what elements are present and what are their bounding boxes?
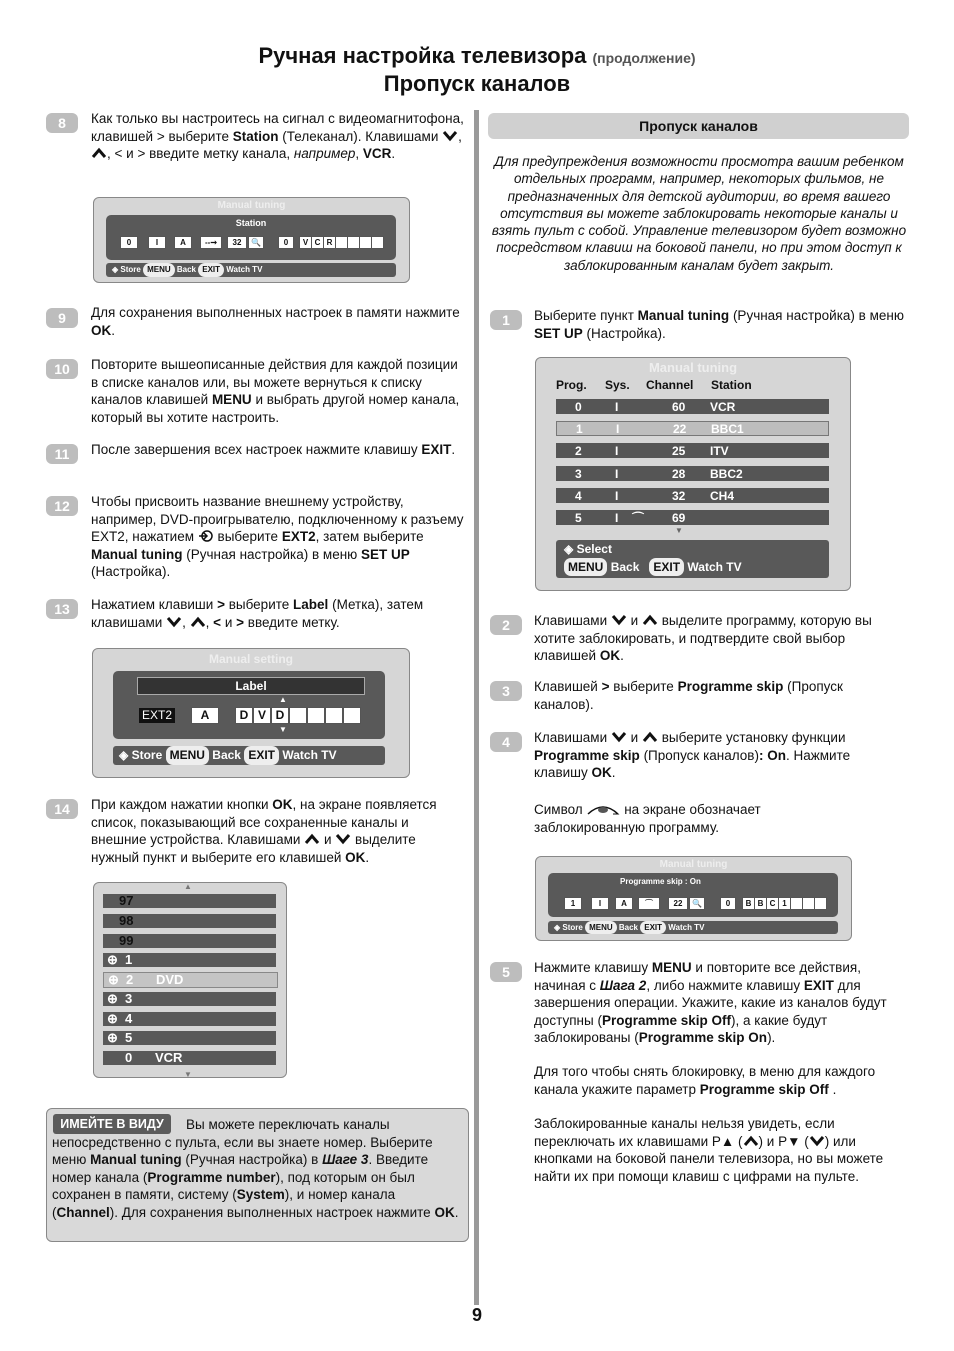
table-row[interactable]: 2 I 25 ITV (556, 443, 829, 458)
title-main: Ручная настройка телевизора (258, 43, 587, 68)
step-number: 4 (490, 732, 522, 752)
input-source-icon (198, 529, 214, 541)
up-arrow-icon (304, 832, 320, 844)
step-number: 1 (490, 310, 522, 330)
up-caret-icon: ▲ (279, 695, 287, 704)
programme-skip-screen: Manual tuning Programme skip : On 1 I A ⌒ 22 🔍 0 B B C 1 ◈ Store MENU Back EXIT Watch TV (535, 856, 852, 941)
nav-icon: ◈ (554, 923, 561, 932)
list-item-selected[interactable]: ⊕ 2 DVD (103, 972, 278, 988)
step-8-text: Как только вы настроитесь на сигнал с видеомагнитофона, клавишей > выберите Station (Телеканал). Клавишами , , < и > введите метку канала, например, VCR. (91, 111, 464, 161)
down-caret-icon: ▼ (279, 725, 287, 734)
manual-tuning-screen: Manual tuning Station 0 I A --➞ 32 🔍 0 V C R ◈ Store MENU Back EXIT Watch TV (93, 197, 410, 283)
skip-symbol-icon (586, 802, 620, 816)
step-number: 2 (490, 615, 522, 635)
search-icon: 🔍 (248, 236, 264, 249)
column-divider (474, 110, 479, 1305)
step-number: 8 (46, 113, 78, 133)
skip-icon: ⌒ (638, 897, 660, 910)
input-source-icon: ⊕ (107, 1011, 118, 1026)
up-arrow-icon (642, 730, 658, 742)
up-arrow-icon (91, 146, 107, 158)
step-12-text: Чтобы присвоить название внешнему устройству, например, DVD-проигрывателю, подключенному к разъему EXT2, нажатием выберите EXT2, затем выберите Manual tuning (Ручная настройка) в меню SET UP (Настройка). (91, 494, 464, 579)
screen-footer: ◈ Store MENU Back EXIT Watch TV (548, 921, 838, 934)
step-number: 10 (46, 359, 78, 379)
list-item[interactable]: ⊕ 1 (103, 953, 276, 967)
step-5-text: Нажмите клавишу MENU и повторите все действия, начиная с Шага 2, либо нажмите клавишу EXIT для завершения операции. Укажите, какие из каналов будут доступны (Programme skip Off), а какие будут заблокированы (Programme skip On). (534, 960, 887, 1045)
screen-footer: ◈ Store MENU Back EXIT Watch TV (113, 746, 385, 765)
down-caret-icon: ▼ (184, 1070, 192, 1079)
list-item[interactable]: ⊕ 5 (103, 1031, 276, 1045)
input-source-icon: ⊕ (107, 991, 118, 1006)
down-arrow-icon (442, 129, 458, 141)
intro-text: Для предупреждения возможности просмотра вашим ребенком отдельных программ, например, некоторых фильмов, не предназначенных для детской аудитории, во время вашего отсутствия вы можете заблокировать некоторые каналы и взять пульт с собой. Управление телевизором будет возможно посредством клавиш на боковой панели, но при этом доступ к заблокированным каналам будет закрыт. (491, 154, 907, 273)
manual-setting-screen: Manual setting Label ▲ EXT2 A D V D ▼ ◈ Store MENU Back EXIT Watch TV (92, 648, 410, 778)
note-tag: ИМЕЙТЕ В ВИДУ (53, 1114, 171, 1134)
up-arrow-icon (743, 1134, 759, 1146)
step-1-text: Выберите пункт Manual tuning (Ручная настройка) в меню SET UP (Настройка). (534, 308, 904, 341)
symbol-text: Символ на экране обозначает заблокированную программу. (534, 802, 761, 835)
step-number: 14 (46, 799, 78, 819)
up-arrow-icon (642, 613, 658, 625)
note-text: Вы можете переключать каналы непосредственно с пульта, если вы знаете номер. Выберите меню Manual tuning (Ручная настройка) в Шаге 3. Введите номер канала (Programme number), под которым он был сохранен в памяти, систему (System), и номер канала (Channel). Для сохранения выполненных настроек нажмите OK. (52, 1117, 459, 1220)
input-source-icon: ⊕ (108, 972, 119, 987)
hidden-channels-paragraph: Заблокированные каналы нельзя увидеть, если переключать их клавишами P▲ ( ) и P▼ ( ) или кнопками на боковой панели телевизора, но вы можете найти их при помощи клавиш с цифрами на пульте. (534, 1116, 884, 1184)
step-number: 9 (46, 308, 78, 328)
step-11-text: После завершения всех настроек нажмите клавишу EXIT. (91, 442, 456, 457)
nav-icon: ◈ (564, 542, 574, 556)
step-2-text: Клавишами и выделите программу, которую вы хотите заблокировать, и подтвердите свой выбор клавишей OK. (534, 613, 872, 663)
list-item[interactable]: 98 (103, 914, 276, 928)
step-9-text: Для сохранения выполненных настроек в памяти нажмите OK. (91, 305, 460, 338)
unlock-paragraph: Для того чтобы снять блокировку, в меню для каждого канала укажите параметр Programme skip Off . (534, 1064, 876, 1097)
list-item[interactable]: 0 VCR (103, 1051, 276, 1065)
step-10-text: Повторите вышеописанные действия для каждой позиции в списке каналов или, вы можете вернуться к списку каналов клавишей MENU и выбрать другой номер канала, который вы хотите настроить. (91, 357, 460, 425)
nav-icon: ◈ (119, 748, 129, 762)
step-number: 13 (46, 599, 78, 619)
page-title (0, 43, 954, 69)
section-heading: Пропуск каналов (488, 113, 909, 139)
table-row[interactable]: 0 I 60 VCR (556, 399, 829, 414)
step-number: 5 (490, 962, 522, 982)
page-subtitle: Пропуск каналов (383, 71, 571, 96)
screen-footer: ◈ Store MENU Back EXIT Watch TV (106, 263, 396, 277)
down-caret-icon: ▼ (675, 526, 683, 535)
down-arrow-icon (611, 613, 627, 625)
list-item[interactable]: ⊕ 4 (103, 1012, 276, 1026)
step-number: 12 (46, 496, 78, 516)
screen-panel: Label ▲ EXT2 A D V D ▼ (113, 671, 385, 739)
list-item[interactable]: 97 (103, 894, 276, 908)
down-arrow-icon (166, 615, 182, 627)
table-row-selected[interactable]: 1 I 22 BBC1 (556, 421, 829, 436)
down-arrow-icon (335, 832, 351, 844)
step-4-text: Клавишами и выберите установку функции Programme skip (Пропуск каналов): On. Нажмите клавишу OK. (534, 730, 851, 780)
input-source-icon: ⊕ (107, 952, 118, 967)
up-caret-icon: ▲ (184, 882, 192, 891)
step-14-text: При каждом нажатии кнопки OK, на экране появляется список, показывающий все сохраненные каналы и внешние устройства. Клавишами и выделите нужный пункт и выберите его клавишей OK. (91, 797, 437, 865)
down-arrow-icon (809, 1134, 825, 1146)
up-arrow-icon (190, 615, 206, 627)
screen-panel: Programme skip : On 1 I A ⌒ 22 🔍 0 B B C 1 (548, 873, 838, 917)
page-number: 9 (471, 1305, 482, 1325)
step-3-text: Клавишей > выберите Programme skip (Пропуск каналов). (534, 679, 843, 712)
step-number: 3 (490, 681, 522, 701)
step-13-text: Нажатием клавиши > выберите Label (Метка), затем клавишами , , < и > введите метку. (91, 597, 424, 630)
skip-icon: ⌒ (632, 511, 645, 525)
table-row[interactable]: 5 I ⌒ 69 (556, 510, 829, 525)
title-note: (продолжение) (592, 50, 696, 66)
manual-tuning-table-screen: Manual tuning Prog. Sys. Channel Station (535, 357, 851, 591)
search-icon: 🔍 (689, 897, 705, 910)
list-item[interactable]: 99 (103, 934, 276, 948)
step-number: 11 (46, 444, 78, 464)
screen-footer: ◈ Select MENU Back EXIT Watch TV (556, 540, 829, 578)
screen-panel: Station 0 I A --➞ 32 🔍 0 V C R (106, 215, 396, 260)
nav-icon: ◈ (112, 265, 119, 274)
table-row[interactable]: 4 I 32 CH4 (556, 488, 829, 503)
table-row[interactable]: 3 I 28 BBC2 (556, 466, 829, 481)
input-source-icon: ⊕ (107, 1030, 118, 1045)
down-arrow-icon (611, 730, 627, 742)
list-item[interactable]: ⊕ 3 (103, 992, 276, 1006)
